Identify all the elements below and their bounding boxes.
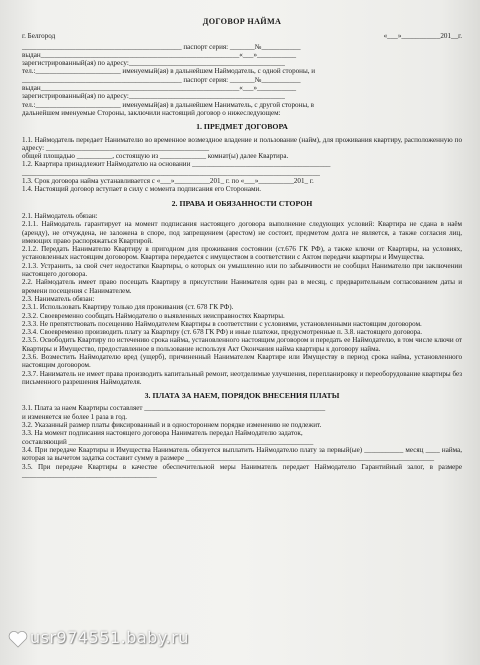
clause: 2.3.7. Наниматель не имеет права производить капитальный ремонт, неотделимые улучшения, перепланировку и переоборудование квартиры без письменного разрешения Наймодателя. (22, 369, 463, 386)
document-title: ДОГОВОР НАЙМА (202, 17, 282, 26)
clause: 3.4. При передаче Квартиры и Имущества Наниматель обязуется выплатить Наймодателю плату за первый(ые) ___________ месяц ____ найма, которая за вычетом задатка составит сумму в размере ______________________________________________________________________ (22, 445, 462, 463)
clause: 2.3.5. Освободить Квартиру по истечению срока найма, установленного настоящим договором и передать ее Наймодателю, в том числе ключи от Квартиры и Имущество, предоставленное в пользование используя Акт Окончания найма квартиры к договору найма. (22, 336, 462, 353)
date-line: «___»___________201__г. (383, 32, 462, 41)
clause: 2.2. Наймодатель имеет право посещать Квартиру в присутствии Нанимателя один раз в месяц, с предварительным согласованием даты и времени посещения с Нанимателем. (22, 278, 462, 295)
clause: 2.1.1. Наймодатель гарантирует на момент подписания настоящего договора выполнение следующих условий: Квартира не сдана в наём (аренду), не отчуждена, не заложена в споре, под запрещением (арестом) не состоит, предметом долга не является, а также согласия лиц, имеющих право распоряжаться Квартирой. (22, 220, 462, 245)
party-line: _____________________________________________ паспорт серия: _______№___________ (22, 75, 301, 84)
clause: 2.3.2. Своевременно сообщать Наймодателю о выявленных неисправностях Квартиры. (22, 311, 285, 320)
party-line: выдан________________________________________________________«___»___________ (22, 84, 297, 93)
clause: 2.3.1. Использовать Квартиру только для проживания (ст. 678 ГК РФ). (22, 303, 234, 312)
contract-body (22, 18, 462, 479)
party-line: зарегистрированный(ая) по адресу:____________________________________________ (22, 92, 285, 101)
city-date-row (22, 32, 462, 40)
clause: 1.4. Настоящий договор вступает в силу с момента подписания его Сторонами. (22, 185, 262, 194)
city-text: г. Белгород (22, 32, 56, 41)
clause: общей площадью __________, состоящую из _____________ комнат(ы) далее Квартира. (22, 152, 289, 161)
clause: ____________________________________________________________________________________ (22, 168, 320, 177)
clause: и изменяется не более 1 раза в год. (22, 412, 127, 421)
clause: 1.3. Срок договора найма устанавливается с «___»__________201_ г. по «___»__________201_ г. (22, 177, 314, 186)
party-line: _____________________________________________ паспорт серия: _______№___________ (22, 42, 301, 51)
section-heading-1: 1. ПРЕДМЕТ ДОГОВОРА (196, 122, 288, 132)
clause: 2.3.3. Не препятствовать посещению Наймодателем Квартиры в соответствии с условиями, установленными настоящим договором. (22, 319, 422, 328)
clause: 3.2. Указанный размер платы фиксированный и в одностороннем порядке изменению не подлежит. (22, 421, 322, 430)
section-heading-2: 2. ПРАВА И ОБЯЗАННОСТИ СТОРОН (171, 198, 313, 208)
section-heading-3: 3. ПЛАТА ЗА НАЕМ, ПОРЯДОК ВНЕСЕНИЯ ПЛАТЫ (144, 391, 340, 401)
clause: 2.1.2. Передать Нанимателю Квартиру в пригодном для проживания состоянии (ст.676 ГК РФ), а также ключи от Квартиры, на условиях, установленных настоящим договором. Квартира передается с имуществом в соответствии с Актом передачи квартиры и Имущества. (22, 245, 462, 262)
clause: 3.1. Плата за наем Квартиры составляет ___________________________________________________ (22, 404, 326, 413)
clause: 2.1.3. Устранить, за свой счет недостатки Квартиры, о которых он умышленно или по забывчивости не сообщил Нанимателю при заключении настоящего договора. (22, 261, 462, 279)
party-line: тел.:________________________ именуемый(ая) в дальнейшем Наниматель, с другой стороны, в (22, 100, 315, 109)
clause: 2.3.4. Своевременно производить плату за Квартиру (ст. 678 ГК РФ) и иные платежи, предусмотренные п. 3.8. настоящего договора. (22, 328, 423, 337)
watermark-text: usr974551.baby.ru (30, 628, 189, 647)
clause: 1.1. Наймодатель передает Нанимателю во временное возмездное владение и пользование (найм), для проживания квартиру, расположенную по адресу: ______________________________________________ (22, 135, 462, 152)
clause: 1.2. Квартира принадлежит Наймодателю на основании _______________________________________ (22, 160, 331, 169)
clause: составляющий _____________________________________________________________________ (22, 437, 314, 446)
clause: 3.5. При передаче Квартиры в качестве обеспечительной меры Наниматель передает Наймодателю Гарантийный залог, в размере ______________________________________ (22, 462, 462, 479)
heart-icon (8, 630, 28, 648)
party-line: зарегистрированный(ая) по адресу:____________________________________________ (22, 59, 285, 68)
party-line: дальнейшем именуемые Стороны, заключили настоящий договор о нижеследующем: (22, 108, 281, 117)
parties-block (22, 43, 462, 118)
clause: 2.3.6. Возместить Наймодателю вред (ущерб), причиненный Нанимателем Квартире или Имуществу в период срока найма, установленного настоящим договором. (22, 352, 462, 370)
party-line: выдан________________________________________________________«___»___________ (22, 50, 297, 59)
clause: 2.1. Наймодатель обязан: (22, 211, 98, 220)
party-line: тел.:________________________ именуемый(ая) в дальнейшем Наймодатель, с одной стороны, и (22, 67, 316, 76)
clause: 3.3. На момент подписания настоящего договора Наниматель передал Наймодателю задаток, (22, 429, 303, 438)
clause: 2.3. Наниматель обязан: (22, 294, 95, 303)
